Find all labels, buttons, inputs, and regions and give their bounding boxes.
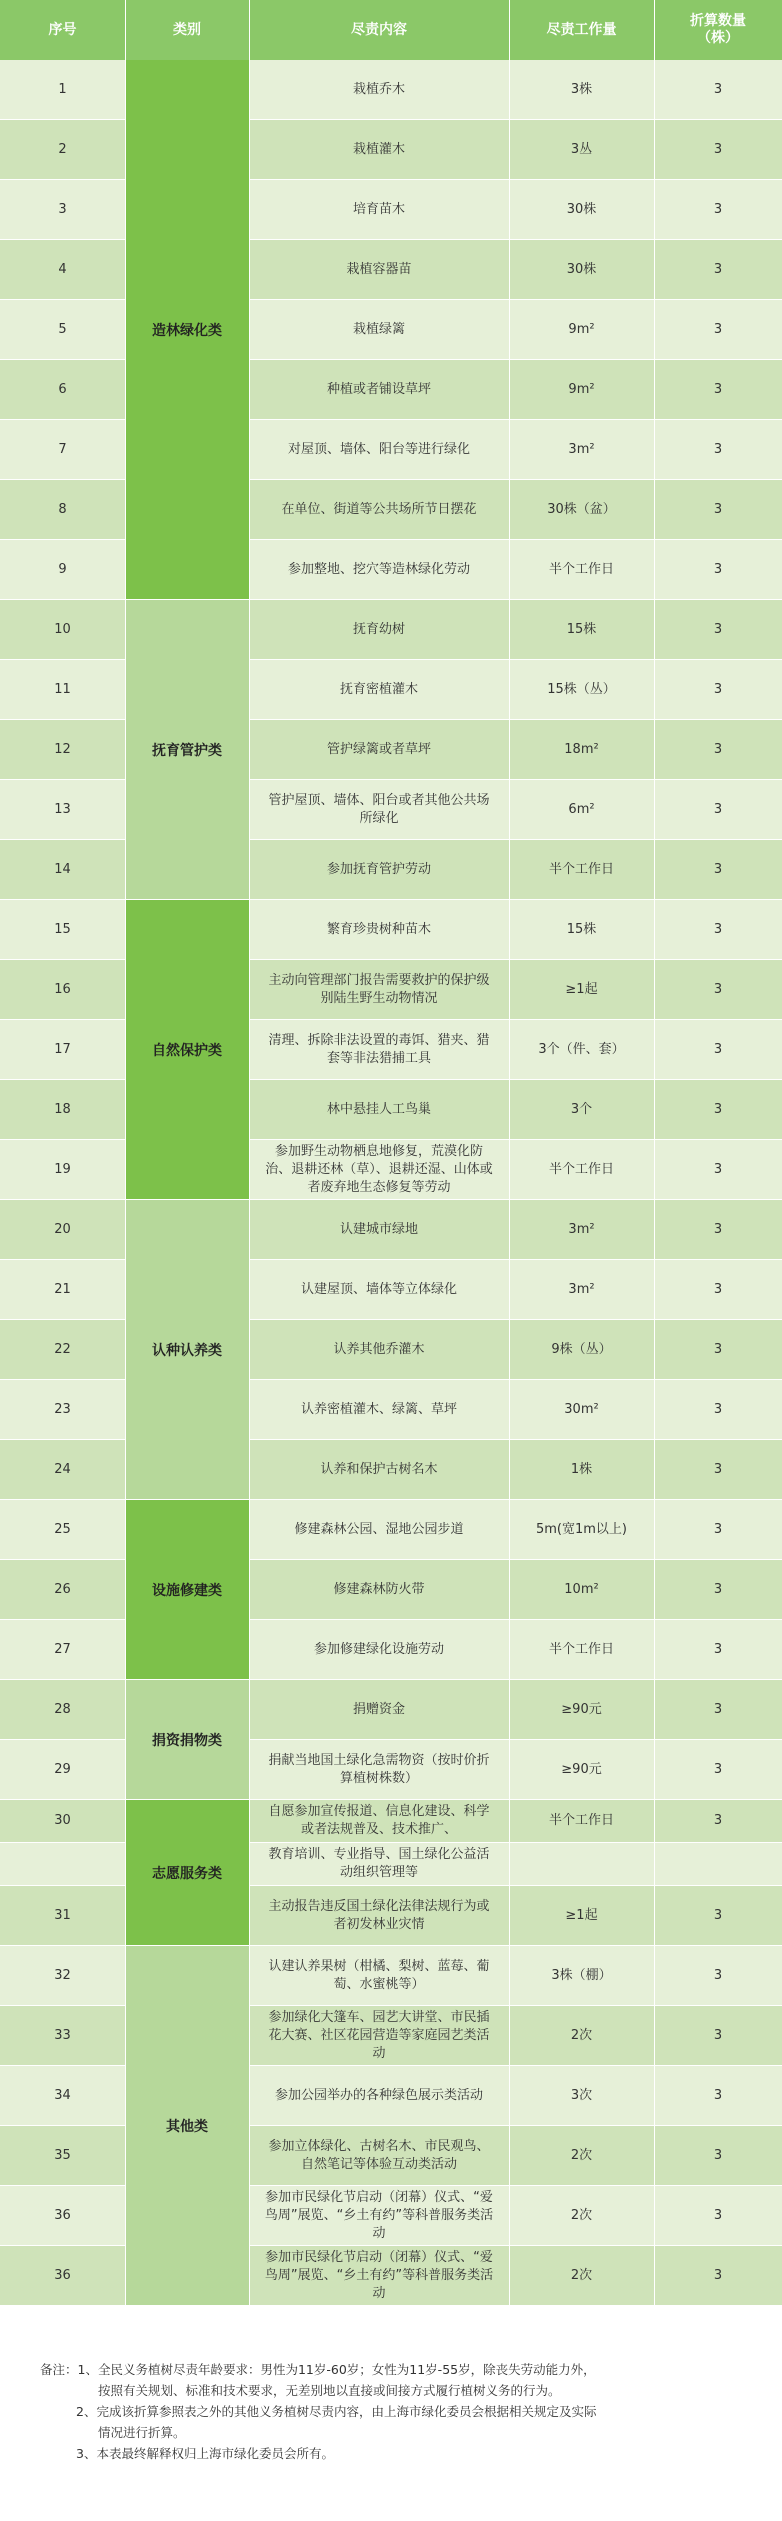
cell-no: 36 <box>54 2267 71 2283</box>
cell-workload: 3株 <box>570 81 593 97</box>
table-row <box>0 900 782 960</box>
table-row <box>0 1620 782 1680</box>
cell-workload: 1株 <box>570 1461 593 1477</box>
header-content: 尽责内容 <box>351 21 407 38</box>
cell-conversion: 3 <box>713 1701 723 1717</box>
table-row <box>0 1440 782 1500</box>
cell-no: 5 <box>58 321 67 337</box>
cell-content: 认养其他乔灌木 <box>333 1341 425 1357</box>
cell-no: 2 <box>58 141 67 157</box>
cell-no: 15 <box>54 921 71 937</box>
cell-content: 清理、拆除非法设置的毒饵、猎夹、猎套等非法猎捕工具 <box>268 1032 490 1066</box>
cell-workload: 2次 <box>570 2147 593 2163</box>
cell-no: 17 <box>54 1041 71 1057</box>
cell-conversion: 3 <box>713 861 723 877</box>
cell-content: 捐献当地国土绿化急需物资（按时价折算植树株数） <box>268 1752 490 1786</box>
cell-no: 33 <box>54 2027 71 2043</box>
table-row <box>0 1500 782 1560</box>
note-line-2: 按照有关规划、标准和技术要求，无差别地以直接或间接方式履行植树义务的行为。 <box>98 2383 561 2398</box>
cell-content: 参加野生动物栖息地修复，荒漠化防治、退耕还林（草）、退耕还湿、山体或者废弃地生态修复等劳动 <box>265 1143 493 1195</box>
cell-workload: 5m(宽1m以上) <box>535 1521 627 1537</box>
cell-content: 培育苗木 <box>352 201 405 217</box>
cell-workload: 3丛 <box>570 141 593 157</box>
cell-workload: 半个工作日 <box>548 1813 614 1828</box>
cell-no: 30 <box>54 1813 71 1828</box>
cell-conversion: 3 <box>713 2267 723 2283</box>
cell-no: 14 <box>54 861 71 877</box>
cell-content: 参加立体绿化、古树名木、市民观鸟、自然笔记等体验互动类活动 <box>268 2138 490 2172</box>
table-row <box>0 1140 782 1200</box>
cell-no: 36 <box>54 2207 71 2223</box>
cell-conversion: 3 <box>713 801 723 817</box>
cell-conversion: 3 <box>713 1281 723 1297</box>
category-cell: 设施修建类 <box>125 1500 249 1680</box>
cell-no: 29 <box>54 1761 71 1777</box>
cell-workload: 半个工作日 <box>548 861 614 877</box>
table-row <box>0 1380 782 1440</box>
cell-conversion: 3 <box>713 621 723 637</box>
cell-no: 10 <box>54 621 71 637</box>
cell-no: 18 <box>54 1101 71 1117</box>
cell-no: 6 <box>58 381 67 397</box>
cell-workload: 半个工作日 <box>548 561 614 577</box>
cell-conversion: 3 <box>713 1461 723 1477</box>
cell-workload: ≥90元 <box>561 1701 602 1717</box>
table-row <box>0 1200 782 1260</box>
cell-conversion: 3 <box>713 2027 723 2043</box>
cell-content: 栽植乔木 <box>352 81 405 97</box>
cell-content: 管护屋顶、墙体、阳台或者其他公共场所绿化 <box>268 792 490 826</box>
table-row <box>0 780 782 840</box>
cell-content: 栽植灌木 <box>352 141 405 157</box>
cell-no: 23 <box>54 1401 71 1417</box>
note-line-5: 3、本表最终解释权归上海市绿化委员会所有。 <box>76 2446 334 2461</box>
cell-conversion: 3 <box>713 1221 723 1237</box>
cell-no: 24 <box>54 1461 71 1477</box>
cell-no: 27 <box>54 1641 71 1657</box>
table-row <box>0 2126 782 2186</box>
cell-conversion: 3 <box>713 1341 723 1357</box>
cell-workload: 半个工作日 <box>548 1161 614 1177</box>
table-row <box>0 2186 782 2246</box>
cell-conversion: 3 <box>713 1401 723 1417</box>
cell-content: 种植或者铺设草坪 <box>326 381 431 397</box>
note-line-4: 情况进行折算。 <box>98 2425 186 2440</box>
cell-no: 8 <box>58 501 67 517</box>
cell-workload: 30株 <box>566 201 597 217</box>
cell-content: 林中悬挂人工鸟巢 <box>326 1101 431 1117</box>
table-row <box>0 660 782 720</box>
cell-workload: 15株 <box>566 921 597 937</box>
note-line-1: 备注：1、全民义务植树尽责年龄要求：男性为11岁-60岁；女性为11岁-55岁，除丧失劳动能力外， <box>40 2362 596 2377</box>
category-cell: 抚育管护类 <box>125 600 249 900</box>
cell-workload: 15株 <box>566 621 597 637</box>
cell-no: 21 <box>54 1281 71 1297</box>
cell-workload: 2次 <box>570 2027 593 2043</box>
cell-workload: ≥90元 <box>561 1761 602 1777</box>
cell-content: 主动向管理部门报告需要救护的保护级别陆生野生动物情况 <box>268 972 490 1006</box>
cell-conversion: 3 <box>713 81 723 97</box>
column-divider <box>654 0 655 2306</box>
cell-no: 9 <box>58 561 67 577</box>
cell-content: 管护绿篱或者草坪 <box>326 741 431 757</box>
cell-no: 19 <box>54 1161 71 1177</box>
cell-no: 31 <box>54 1907 71 1923</box>
cell-no: 1 <box>58 81 67 97</box>
cell-workload: 9m² <box>568 381 595 397</box>
cell-content: 栽植容器苗 <box>346 261 412 277</box>
cell-workload: 6m² <box>568 801 595 817</box>
table-row <box>0 1946 782 2006</box>
cell-content: 参加绿化大篷车、园艺大讲堂、市民插花大赛、社区花园营造等家庭园艺类活动 <box>268 2009 490 2061</box>
cell-workload: 30株（盆） <box>547 501 616 517</box>
cell-workload <box>509 1843 654 1885</box>
cell-workload: 3个 <box>570 1101 593 1117</box>
cell-content: 抚育密植灌木 <box>339 681 418 697</box>
table-row <box>0 540 782 600</box>
cell-workload: 3m² <box>568 1221 595 1237</box>
table-row <box>0 960 782 1020</box>
cell-content: 认建城市绿地 <box>339 1221 418 1237</box>
category-cell: 志愿服务类 <box>125 1800 249 1946</box>
cell-conversion: 3 <box>713 2147 723 2163</box>
column-divider <box>125 0 126 2306</box>
header-conversion: 折算数量（株） <box>690 13 746 46</box>
cell-conversion: 3 <box>713 2087 723 2103</box>
table-row <box>0 1080 782 1140</box>
table-row <box>0 480 782 540</box>
cell-content: 修建森林防火带 <box>333 1581 425 1597</box>
cell-no: 7 <box>58 441 67 457</box>
cell-content: 参加公园举办的各种绿色展示类活动 <box>274 2087 483 2103</box>
cell-workload: 3株（棚） <box>551 1967 612 1983</box>
cell-no: 13 <box>54 801 71 817</box>
table-row <box>0 1886 782 1946</box>
cell-content: 参加市民绿化节启动（闭幕）仪式、“爱鸟周”展览、“乡土有约”等科普服务类活动 <box>264 2249 494 2301</box>
cell-conversion: 3 <box>713 501 723 517</box>
cell-content: 参加修建绿化设施劳动 <box>313 1641 444 1657</box>
cell-no: 12 <box>54 741 71 757</box>
table-row <box>0 1680 782 1740</box>
cell-conversion: 3 <box>713 981 723 997</box>
table-row <box>0 360 782 420</box>
cell-content: 抚育幼树 <box>352 621 405 637</box>
cell-conversion: 3 <box>713 1641 723 1657</box>
cell-conversion: 3 <box>713 741 723 757</box>
cell-content: 对屋顶、墙体、阳台等进行绿化 <box>287 441 470 457</box>
cell-content: 修建森林公园、湿地公园步道 <box>294 1521 464 1537</box>
cell-workload: 30m² <box>564 1401 599 1417</box>
cell-conversion <box>654 1843 782 1885</box>
cell-content: 自愿参加宣传报道、信息化建设、科学或者法规普及、技术推广、 <box>268 1804 490 1837</box>
cell-no: 16 <box>54 981 71 997</box>
table-row <box>0 240 782 300</box>
header-no: 序号 <box>48 21 77 38</box>
table-row <box>0 1020 782 1080</box>
cell-workload: 18m² <box>564 741 599 757</box>
cell-no: 20 <box>54 1221 71 1237</box>
cell-workload: 15株（丛） <box>547 681 616 697</box>
category-cell: 自然保护类 <box>125 900 249 1200</box>
table-row <box>0 600 782 660</box>
cell-content: 参加整地、挖穴等造林绿化劳动 <box>287 561 470 577</box>
cell-workload: 2次 <box>570 2267 593 2283</box>
cell-content: 参加抚育管护劳动 <box>326 861 431 877</box>
table-row <box>0 1560 782 1620</box>
cell-conversion: 3 <box>713 1761 723 1777</box>
cell-conversion: 3 <box>713 1967 723 1983</box>
category-cell: 造林绿化类 <box>125 60 249 600</box>
header-workload: 尽责工作量 <box>546 21 617 38</box>
cell-workload: 3m² <box>568 441 595 457</box>
column-divider <box>509 0 510 2306</box>
cell-conversion: 3 <box>713 1813 723 1828</box>
cell-workload: 3个（件、套） <box>538 1041 625 1057</box>
cell-conversion: 3 <box>713 201 723 217</box>
table-row <box>0 2246 782 2306</box>
cell-conversion: 3 <box>713 1041 723 1057</box>
cell-no <box>0 1843 125 1885</box>
cell-workload: 9株（丛） <box>551 1341 612 1357</box>
cell-no: 34 <box>54 2087 71 2103</box>
cell-conversion: 3 <box>713 1521 723 1537</box>
cell-workload: 10m² <box>564 1581 599 1597</box>
cell-workload: 2次 <box>570 2207 593 2223</box>
category-cell: 捐资捐物类 <box>125 1680 249 1800</box>
cell-no: 35 <box>54 2147 71 2163</box>
cell-no: 11 <box>54 681 71 697</box>
table-row <box>0 840 782 900</box>
cell-workload: 9m² <box>568 321 595 337</box>
cell-no: 25 <box>54 1521 71 1537</box>
cell-content: 参加市民绿化节启动（闭幕）仪式、“爱鸟周”展览、“乡土有约”等科普服务类活动 <box>264 2189 494 2241</box>
cell-conversion: 3 <box>713 141 723 157</box>
header-category: 类别 <box>173 21 201 38</box>
cell-no: 26 <box>54 1581 71 1597</box>
cell-workload: 3次 <box>570 2087 593 2103</box>
cell-conversion: 3 <box>713 261 723 277</box>
cell-conversion: 3 <box>713 2207 723 2223</box>
cell-content: 在单位、街道等公共场所节日摆花 <box>281 501 477 517</box>
notes-section <box>0 2346 782 2521</box>
table-row <box>0 1843 782 1886</box>
cell-conversion: 3 <box>713 381 723 397</box>
cell-content: 繁育珍贵树种苗木 <box>326 921 431 937</box>
table-row <box>0 2066 782 2126</box>
cell-conversion: 3 <box>713 681 723 697</box>
note-line-3: 2、完成该折算参照表之外的其他义务植树尽责内容，由上海市绿化委员会根据相关规定及实际 <box>76 2404 597 2419</box>
cell-workload: ≥1起 <box>565 1907 598 1923</box>
cell-no: 22 <box>54 1341 71 1357</box>
cell-content: 教育培训、专业指导、国土绿化公益活动组织管理等 <box>268 1847 490 1880</box>
cell-no: 32 <box>54 1967 71 1983</box>
column-divider <box>249 0 250 2306</box>
cell-no: 3 <box>58 201 67 217</box>
table-row <box>0 720 782 780</box>
cell-conversion: 3 <box>713 561 723 577</box>
table-row <box>0 1320 782 1380</box>
cell-workload: ≥1起 <box>565 981 598 997</box>
table-row <box>0 1260 782 1320</box>
cell-workload: 半个工作日 <box>548 1641 614 1657</box>
category-cell: 认种认养类 <box>125 1200 249 1500</box>
cell-conversion: 3 <box>713 921 723 937</box>
cell-content: 主动报告违反国土绿化法律法规行为或者初发林业灾情 <box>268 1898 490 1932</box>
table-row <box>0 120 782 180</box>
cell-content: 捐赠资金 <box>352 1701 405 1717</box>
category-cell: 其他类 <box>125 1946 249 2306</box>
table-row <box>0 1800 782 1843</box>
cell-content: 栽植绿篱 <box>352 321 405 337</box>
cell-conversion: 3 <box>713 1101 723 1117</box>
cell-content: 认建认养果树（柑橘、梨树、蓝莓、葡萄、水蜜桃等） <box>268 1958 490 1992</box>
cell-conversion: 3 <box>713 441 723 457</box>
table-row <box>0 2006 782 2066</box>
cell-content: 认建屋顶、墙体等立体绿化 <box>300 1281 457 1297</box>
table-row <box>0 420 782 480</box>
cell-conversion: 3 <box>713 321 723 337</box>
cell-no: 28 <box>54 1701 71 1717</box>
table-row <box>0 1740 782 1800</box>
cell-workload: 3m² <box>568 1281 595 1297</box>
cell-content: 认养密植灌木、绿篱、草坪 <box>300 1401 457 1417</box>
table-header <box>0 0 782 60</box>
cell-workload: 30株 <box>566 261 597 277</box>
table-row <box>0 60 782 120</box>
cell-content: 认养和保护古树名木 <box>320 1461 438 1477</box>
cell-conversion: 3 <box>713 1581 723 1597</box>
cell-conversion: 3 <box>713 1907 723 1923</box>
table-row <box>0 180 782 240</box>
table-row <box>0 300 782 360</box>
cell-conversion: 3 <box>713 1161 723 1177</box>
cell-no: 4 <box>58 261 67 277</box>
